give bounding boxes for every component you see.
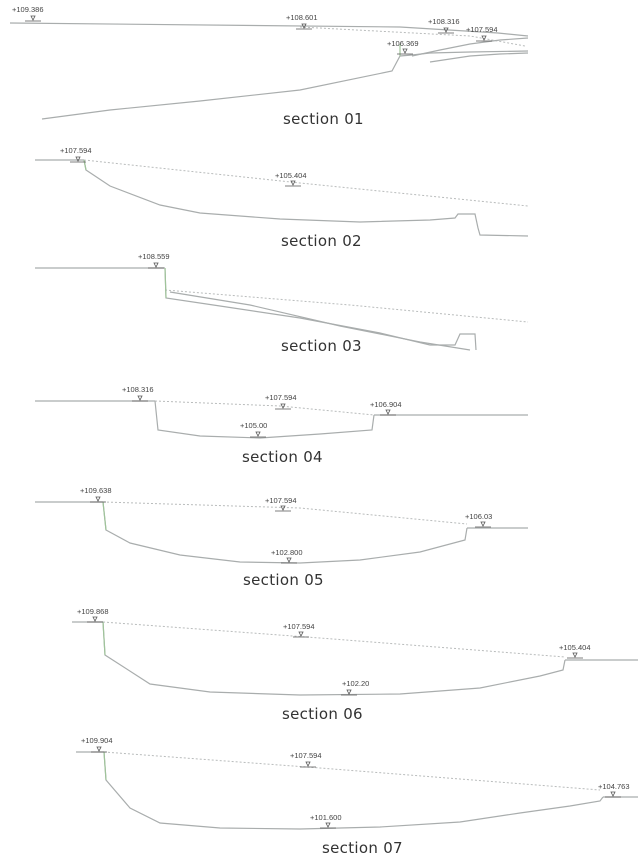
section-title: section 05 — [243, 571, 324, 589]
section-07 — [76, 736, 638, 857]
bank-line — [430, 53, 528, 62]
elevation-label: +107.594 — [265, 496, 297, 505]
water-level-line — [103, 502, 467, 524]
elevation-label: +109.386 — [12, 5, 44, 14]
section-title: section 03 — [281, 337, 362, 355]
elevation-marker — [341, 679, 369, 695]
profile-line — [104, 752, 603, 829]
elevation-marker — [275, 171, 307, 186]
elevation-marker — [465, 512, 492, 527]
elevation-label: +107.594 — [265, 393, 297, 402]
section-title: section 07 — [322, 839, 403, 857]
section-01 — [10, 5, 528, 128]
elevation-label: +106.904 — [370, 400, 402, 409]
section-title: section 01 — [283, 110, 364, 128]
elevation-label: +105.00 — [240, 421, 268, 430]
water-level-line — [103, 622, 565, 657]
elevation-label: +106.369 — [387, 39, 419, 48]
section-title: section 04 — [242, 448, 323, 466]
elevation-label: +108.316 — [428, 17, 460, 26]
water-level-line — [155, 401, 374, 415]
elevation-label: +108.601 — [286, 13, 318, 22]
elevation-marker — [240, 421, 267, 437]
cut-line — [104, 752, 106, 780]
section-02 — [35, 146, 528, 250]
profile-line — [42, 51, 528, 119]
elevation-label: +105.404 — [559, 643, 591, 652]
elevation-marker — [271, 548, 303, 563]
elevation-marker — [80, 486, 112, 502]
section-03 — [35, 252, 528, 355]
elevation-label: +107.594 — [466, 25, 498, 34]
elevation-marker — [12, 5, 44, 21]
elevation-label: +109.638 — [80, 486, 112, 495]
ground-line — [400, 27, 528, 36]
elevation-label: +106.03 — [465, 512, 493, 521]
elevation-label: +107.594 — [60, 146, 92, 155]
elevation-label: +108.559 — [138, 252, 170, 261]
elevation-marker — [283, 622, 315, 637]
elevation-marker — [387, 39, 419, 54]
elevation-label: +109.868 — [77, 607, 109, 616]
cut-line — [103, 502, 106, 530]
elevation-label: +102.20 — [342, 679, 370, 688]
elevation-label: +109.904 — [81, 736, 113, 745]
water-level-line — [84, 160, 528, 206]
elevation-label: +104.763 — [598, 782, 630, 791]
section-04 — [35, 385, 528, 466]
water-level-line — [104, 752, 600, 790]
section-title: section 06 — [282, 705, 363, 723]
ground-line — [10, 23, 400, 27]
elevation-label: +108.316 — [122, 385, 154, 394]
elevation-marker — [265, 393, 297, 409]
elevation-marker — [122, 385, 154, 401]
elevation-marker — [310, 813, 342, 828]
section-05 — [35, 486, 528, 589]
elevation-marker — [466, 25, 498, 41]
section-06 — [72, 607, 638, 723]
elevation-marker — [77, 607, 109, 622]
profile-line — [103, 622, 565, 695]
cut-line — [103, 622, 105, 655]
elevation-label: +102.800 — [271, 548, 303, 557]
elevation-label: +105.404 — [275, 171, 307, 180]
elevation-marker — [370, 400, 402, 415]
elevation-marker — [138, 252, 170, 268]
elevation-marker — [559, 643, 591, 658]
elevation-marker — [265, 496, 297, 511]
cut-line — [165, 268, 166, 298]
cut-line — [84, 160, 86, 170]
elevation-label: +101.600 — [310, 813, 342, 822]
elevation-label: +107.594 — [283, 622, 315, 631]
elevation-marker — [290, 751, 322, 767]
elevation-marker — [598, 782, 630, 797]
profile-line — [155, 401, 374, 438]
elevation-marker — [81, 736, 113, 752]
section-title: section 02 — [281, 232, 362, 250]
elevation-label: +107.594 — [290, 751, 322, 760]
